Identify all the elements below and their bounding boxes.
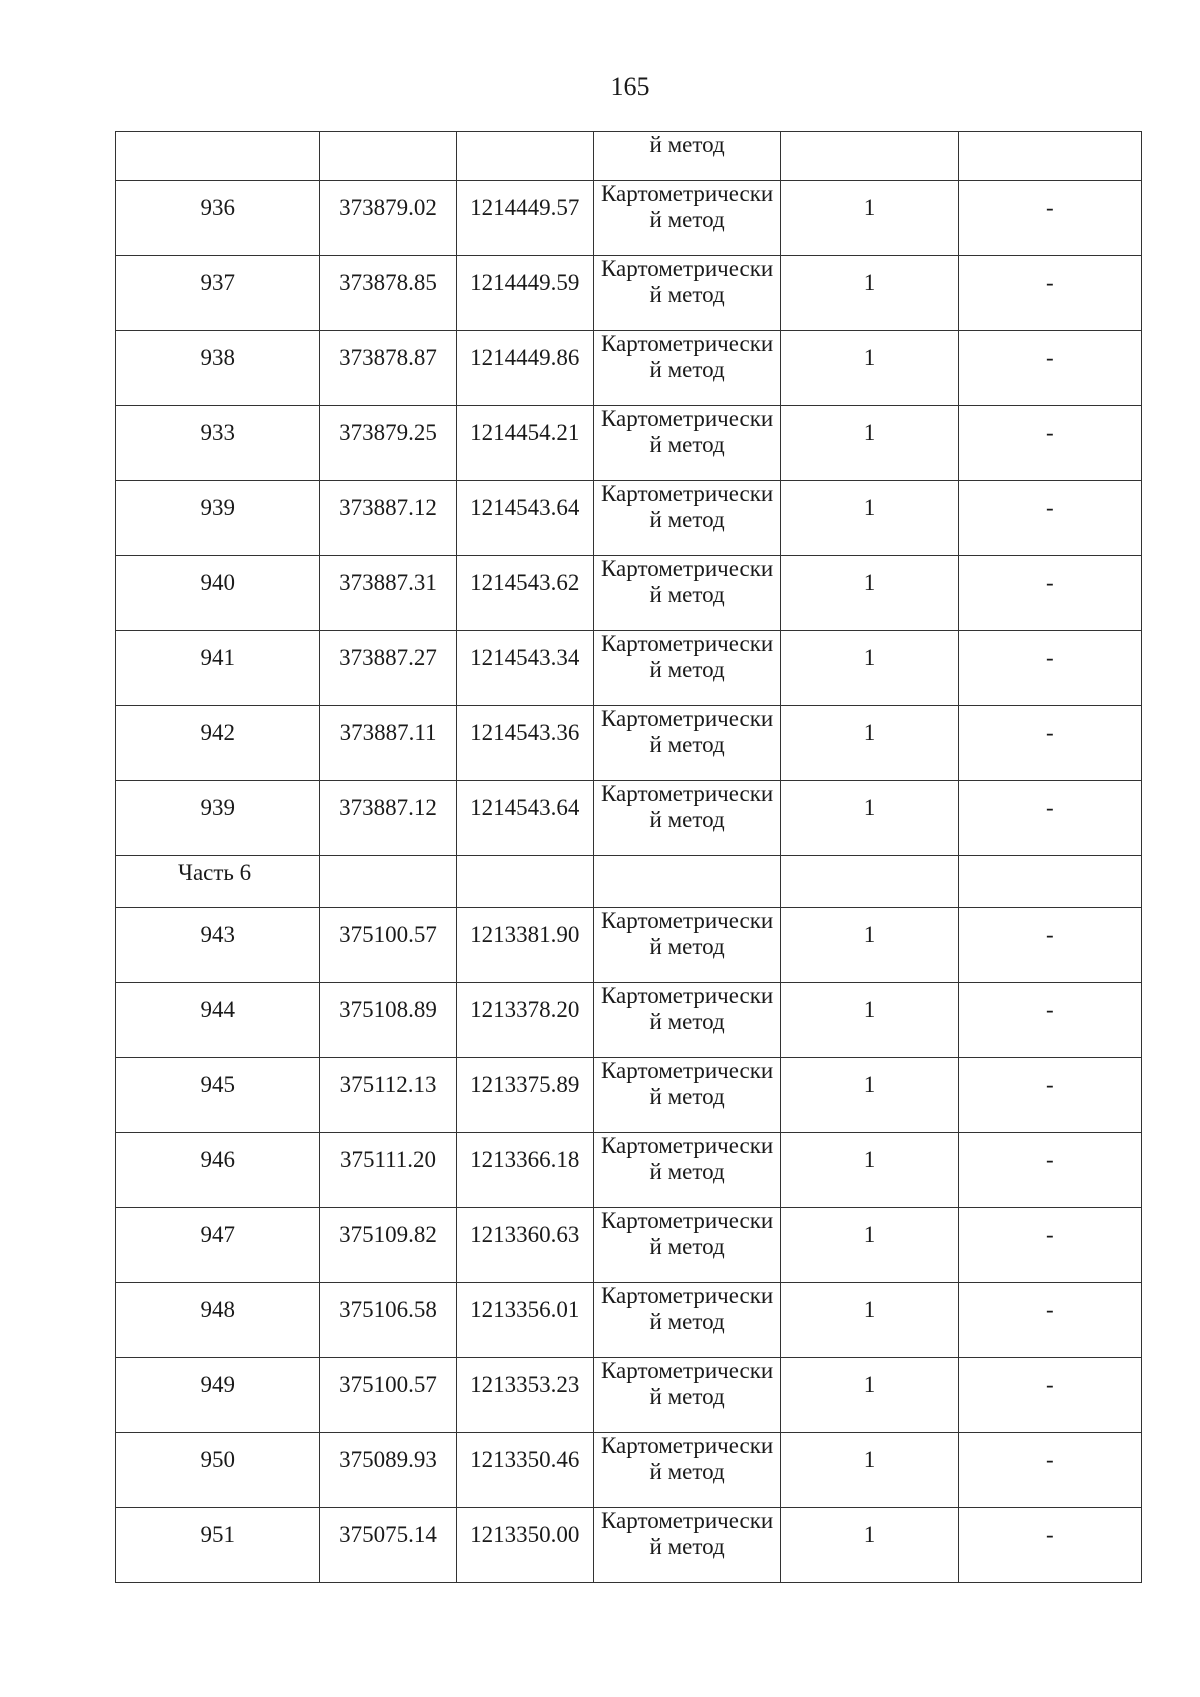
- table-row: [116, 706, 1142, 781]
- method-line-2: й метод: [649, 507, 725, 532]
- cell-x: 375112.13: [320, 1058, 456, 1133]
- cell-note: -: [958, 1058, 1141, 1133]
- cell-x: 373878.87: [320, 331, 456, 406]
- method-line-1: Картометрически: [601, 631, 774, 656]
- cell-point-number: 945: [116, 1058, 320, 1133]
- cell-x: 373879.02: [320, 181, 456, 256]
- cell-note: -: [958, 331, 1141, 406]
- cell-accuracy: 1: [781, 1208, 958, 1283]
- cell-point-number: 943: [116, 908, 320, 983]
- cell-y: 1213356.01: [456, 1283, 593, 1358]
- table-row: [116, 983, 1142, 1058]
- method-line-2: й метод: [649, 1234, 725, 1259]
- cell-y: [456, 132, 593, 181]
- cell-y: 1213375.89: [456, 1058, 593, 1133]
- cell-point-number: 941: [116, 631, 320, 706]
- cell-method: [593, 706, 780, 781]
- cell-accuracy: 1: [781, 256, 958, 331]
- cell-x: 373879.25: [320, 406, 456, 481]
- cell-y: 1213366.18: [456, 1133, 593, 1208]
- cell-method: [593, 1058, 780, 1133]
- cell-accuracy: 1: [781, 706, 958, 781]
- table-row: [116, 1358, 1142, 1433]
- method-line-2: й метод: [649, 807, 725, 832]
- cell-y: 1214454.21: [456, 406, 593, 481]
- table-row: [116, 1058, 1142, 1133]
- cell-x: 375100.57: [320, 1358, 456, 1433]
- method-line-1: Картометрически: [601, 481, 774, 506]
- cell-point-number: 946: [116, 1133, 320, 1208]
- cell-y: 1214543.36: [456, 706, 593, 781]
- cell-x: [320, 132, 456, 181]
- cell-y: 1214543.64: [456, 781, 593, 856]
- cell-accuracy: 1: [781, 1133, 958, 1208]
- cell-point-number: 950: [116, 1433, 320, 1508]
- cell-point-number: 936: [116, 181, 320, 256]
- table-row: [116, 908, 1142, 983]
- table-row: [116, 631, 1142, 706]
- cell-method: [593, 1208, 780, 1283]
- cell-point-number: 949: [116, 1358, 320, 1433]
- cell-accuracy: 1: [781, 556, 958, 631]
- cell-method: [593, 406, 780, 481]
- cell-x: 373887.31: [320, 556, 456, 631]
- cell-method: [593, 256, 780, 331]
- cell-accuracy: 1: [781, 908, 958, 983]
- method-line-1: Картометрически: [601, 781, 774, 806]
- cell-method: [593, 908, 780, 983]
- method-line-2: й метод: [649, 1159, 725, 1184]
- method-line-2: й метод: [649, 207, 725, 232]
- method-line-2: й метод: [649, 432, 725, 457]
- cell-method: [593, 1433, 780, 1508]
- method-line-1: Картометрически: [601, 908, 774, 933]
- cell-x: 375108.89: [320, 983, 456, 1058]
- table-row: [116, 1208, 1142, 1283]
- method-line-2: й метод: [649, 357, 725, 382]
- cell-accuracy: 1: [781, 1283, 958, 1358]
- cell-y: 1213381.90: [456, 908, 593, 983]
- method-line-1: Картометрически: [601, 1208, 774, 1233]
- method-line-1: Картометрически: [601, 983, 774, 1008]
- cell-note: -: [958, 181, 1141, 256]
- cell-note: [958, 132, 1141, 181]
- cell-y: 1214543.62: [456, 556, 593, 631]
- method-line-2: й метод: [649, 657, 725, 682]
- cell-accuracy: 1: [781, 631, 958, 706]
- cell-y: 1214449.86: [456, 331, 593, 406]
- cell-point-number: 947: [116, 1208, 320, 1283]
- cell-method: [593, 481, 780, 556]
- section-empty-cell: [593, 856, 780, 908]
- cell-point-number: 933: [116, 406, 320, 481]
- method-line-2: й метод: [649, 282, 725, 307]
- method-line-1: Картометрически: [601, 1508, 774, 1533]
- method-line-2: й метод: [649, 1534, 725, 1559]
- method-line-1: Картометрически: [601, 331, 774, 356]
- method-line-2: й метод: [649, 1384, 725, 1409]
- cell-x: 375100.57: [320, 908, 456, 983]
- cell-x: 373878.85: [320, 256, 456, 331]
- cell-x: 375075.14: [320, 1508, 456, 1583]
- table-row: [116, 1283, 1142, 1358]
- cell-y: 1213350.46: [456, 1433, 593, 1508]
- cell-accuracy: 1: [781, 1358, 958, 1433]
- cell-accuracy: 1: [781, 406, 958, 481]
- cell-note: -: [958, 1358, 1141, 1433]
- cell-accuracy: 1: [781, 781, 958, 856]
- method-line-2: й метод: [649, 1459, 725, 1484]
- cell-accuracy: 1: [781, 983, 958, 1058]
- cell-point-number: 937: [116, 256, 320, 331]
- coordinates-table: [115, 131, 1142, 1583]
- cell-x: 373887.12: [320, 481, 456, 556]
- cell-method: [593, 1508, 780, 1583]
- cell-accuracy: 1: [781, 331, 958, 406]
- cell-method: [593, 781, 780, 856]
- cell-accuracy: 1: [781, 481, 958, 556]
- method-line-1: Картометрически: [601, 556, 774, 581]
- cell-method: [593, 181, 780, 256]
- table-row: [116, 1508, 1142, 1583]
- cell-note: -: [958, 556, 1141, 631]
- cell-y: 1214449.59: [456, 256, 593, 331]
- cell-x: 375106.58: [320, 1283, 456, 1358]
- table-row: [116, 181, 1142, 256]
- cell-point-number: [116, 132, 320, 181]
- table-row: [116, 1433, 1142, 1508]
- cell-method: [593, 331, 780, 406]
- cell-note: -: [958, 1433, 1141, 1508]
- cell-x: 373887.12: [320, 781, 456, 856]
- cell-note: -: [958, 1508, 1141, 1583]
- cell-method: [593, 1133, 780, 1208]
- section-empty-cell: [320, 856, 456, 908]
- cell-accuracy: 1: [781, 181, 958, 256]
- cell-note: -: [958, 1133, 1141, 1208]
- cell-point-number: 938: [116, 331, 320, 406]
- cell-method: й метод: [593, 132, 780, 181]
- cell-x: 375089.93: [320, 1433, 456, 1508]
- table-row: [116, 556, 1142, 631]
- method-line-2: й метод: [649, 1309, 725, 1334]
- cell-point-number: 939: [116, 781, 320, 856]
- section-row: [116, 856, 1142, 908]
- cell-point-number: 944: [116, 983, 320, 1058]
- coordinates-table-body: [116, 132, 1142, 1583]
- table-row: [116, 406, 1142, 481]
- cell-x: 375109.82: [320, 1208, 456, 1283]
- method-line-1: Картометрически: [601, 256, 774, 281]
- continuation-row: [116, 132, 1142, 181]
- cell-y: 1213378.20: [456, 983, 593, 1058]
- page-number: 165: [610, 72, 650, 101]
- method-line-2: й метод: [649, 934, 725, 959]
- cell-point-number: 940: [116, 556, 320, 631]
- cell-note: -: [958, 631, 1141, 706]
- method-line-1: Картометрически: [601, 406, 774, 431]
- cell-method: [593, 631, 780, 706]
- method-line-1: Картометрически: [601, 1058, 774, 1083]
- method-line-1: Картометрически: [601, 706, 774, 731]
- cell-y: 1214449.57: [456, 181, 593, 256]
- cell-x: 373887.27: [320, 631, 456, 706]
- section-empty-cell: [456, 856, 593, 908]
- cell-y: 1213350.00: [456, 1508, 593, 1583]
- method-line-1: Картометрически: [601, 181, 774, 206]
- cell-method: [593, 1283, 780, 1358]
- table-row: [116, 256, 1142, 331]
- cell-note: -: [958, 706, 1141, 781]
- cell-x: 375111.20: [320, 1133, 456, 1208]
- cell-method: [593, 1358, 780, 1433]
- method-line-2: й метод: [649, 1009, 725, 1034]
- cell-point-number: 948: [116, 1283, 320, 1358]
- cell-note: -: [958, 406, 1141, 481]
- cell-accuracy: 1: [781, 1508, 958, 1583]
- cell-note: -: [958, 481, 1141, 556]
- cell-method: [593, 983, 780, 1058]
- section-empty-cell: [958, 856, 1141, 908]
- cell-y: 1214543.34: [456, 631, 593, 706]
- cell-y: 1214543.64: [456, 481, 593, 556]
- cell-method: [593, 556, 780, 631]
- cell-note: -: [958, 256, 1141, 331]
- method-line-1: Картометрически: [601, 1433, 774, 1458]
- cell-accuracy: [781, 132, 958, 181]
- cell-accuracy: 1: [781, 1433, 958, 1508]
- cell-point-number: 939: [116, 481, 320, 556]
- method-line-2: й метод: [649, 582, 725, 607]
- cell-note: -: [958, 1208, 1141, 1283]
- method-line-1: Картометрически: [601, 1133, 774, 1158]
- cell-accuracy: 1: [781, 1058, 958, 1133]
- section-empty-cell: [781, 856, 958, 908]
- cell-note: -: [958, 908, 1141, 983]
- table-row: [116, 781, 1142, 856]
- cell-x: 373887.11: [320, 706, 456, 781]
- cell-y: 1213353.23: [456, 1358, 593, 1433]
- method-line-2: й метод: [649, 732, 725, 757]
- table-row: [116, 331, 1142, 406]
- method-line-1: Картометрически: [601, 1283, 774, 1308]
- method-line-1: Картометрически: [601, 1358, 774, 1383]
- cell-note: -: [958, 983, 1141, 1058]
- cell-note: -: [958, 1283, 1141, 1358]
- cell-y: 1213360.63: [456, 1208, 593, 1283]
- table-row: [116, 481, 1142, 556]
- cell-point-number: 942: [116, 706, 320, 781]
- cell-point-number: 951: [116, 1508, 320, 1583]
- section-label: Часть 6: [116, 856, 320, 908]
- cell-note: -: [958, 781, 1141, 856]
- table-row: [116, 1133, 1142, 1208]
- method-line-2: й метод: [649, 1084, 725, 1109]
